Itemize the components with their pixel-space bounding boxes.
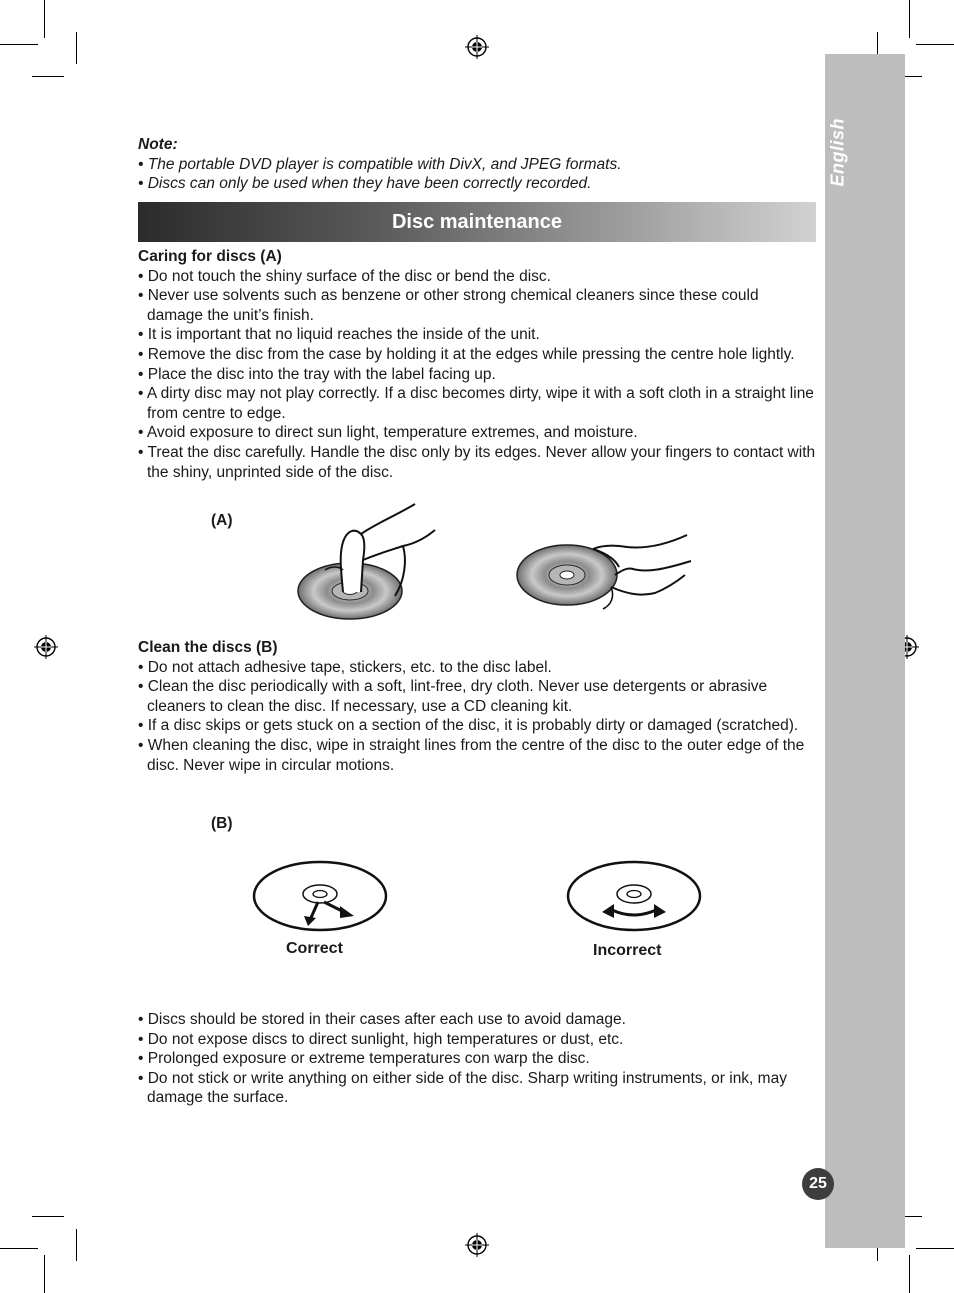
crop-mark xyxy=(76,1229,77,1261)
incorrect-wiping-disc-icon xyxy=(566,860,704,932)
crop-mark xyxy=(909,0,910,38)
list-item: • Do not touch the shiny surface of the disc or bend the disc. xyxy=(138,267,551,285)
list-item: • A dirty disc may not play correctly. If a disc becomes dirty, wipe it with a soft cloth in a straight line from centre to edge. xyxy=(138,385,814,422)
storage-section xyxy=(138,1010,818,1108)
disc-touch-illustration xyxy=(295,500,455,622)
note-title: Note: xyxy=(138,136,178,153)
crop-mark xyxy=(916,44,954,45)
cleaning-title: Clean the discs (B) xyxy=(138,639,278,656)
page-number: 25 xyxy=(802,1168,834,1200)
list-item: • Clean the disc periodically with a soft, lint-free, dry cloth. Never use detergents or abrasive cleaners to clean the disc. If necessary, use a CD cleaning kit. xyxy=(138,678,768,715)
registration-mark-icon xyxy=(34,635,58,659)
section-banner: Disc maintenance xyxy=(138,202,816,242)
crop-mark xyxy=(32,1216,64,1217)
list-item: • Never use solvents such as benzene or other strong chemical cleaners since these could damage the unit’s finish. xyxy=(138,287,759,324)
cleaning-section xyxy=(138,638,818,775)
caption-correct: Correct xyxy=(286,940,343,957)
list-item: • It is important that no liquid reaches the inside of the unit. xyxy=(138,326,540,344)
note-block xyxy=(138,135,818,194)
list-item: • Treat the disc carefully. Handle the disc only by its edges. Never allow your fingers to contact with the shiny, unprinted side of the disc. xyxy=(138,443,816,481)
registration-mark-icon xyxy=(465,35,489,59)
list-item: • Do not attach adhesive tape, stickers, etc. to the disc label. xyxy=(138,658,552,676)
caption-incorrect: Incorrect xyxy=(593,942,662,959)
crop-mark xyxy=(76,32,77,64)
crop-mark xyxy=(909,1255,910,1293)
note-line: • Discs can only be used when they have been correctly recorded. xyxy=(138,175,592,193)
disc-hold-illustration xyxy=(515,527,705,617)
list-item: • Discs should be stored in their cases after each use to avoid damage. xyxy=(138,1011,626,1028)
caring-section xyxy=(138,247,818,482)
note-line: • The portable DVD player is compatible with DivX, and JPEG formats. xyxy=(138,155,622,173)
crop-mark xyxy=(0,1248,38,1249)
correct-wiping-disc-icon xyxy=(252,860,390,932)
figure-label-a: (A) xyxy=(211,512,233,529)
list-item: • Avoid exposure to direct sun light, temperature extremes, and moisture. xyxy=(138,424,638,442)
list-item: • Remove the disc from the case by holding it at the edges while pressing the centre hole lightly. xyxy=(138,345,795,363)
list-item: • Place the disc into the tray with the label facing up. xyxy=(138,365,496,383)
crop-mark xyxy=(44,1255,45,1293)
list-item: • If a disc skips or gets stuck on a section of the disc, it is probably dirty or damaged (scratched). xyxy=(138,717,799,735)
caring-title: Caring for discs (A) xyxy=(138,248,282,265)
crop-mark xyxy=(0,44,38,45)
registration-mark-icon xyxy=(465,1233,489,1257)
crop-mark xyxy=(916,1248,954,1249)
figure-label-b: (B) xyxy=(211,815,233,832)
crop-mark xyxy=(44,0,45,38)
language-label: English xyxy=(827,117,848,187)
list-item: • Prolonged exposure or extreme temperatures con warp the disc. xyxy=(138,1050,590,1068)
language-side-tab xyxy=(825,54,905,1248)
list-item: • Do not stick or write anything on either side of the disc. Sharp writing instruments, or ink, may damage the surface. xyxy=(138,1069,787,1107)
crop-mark xyxy=(32,76,64,77)
list-item: • Do not expose discs to direct sunlight, high temperatures or dust, etc. xyxy=(138,1030,624,1048)
list-item: • When cleaning the disc, wipe in straight lines from the centre of the disc to the outer edge of the disc. Never wipe in circular motions. xyxy=(138,736,805,774)
